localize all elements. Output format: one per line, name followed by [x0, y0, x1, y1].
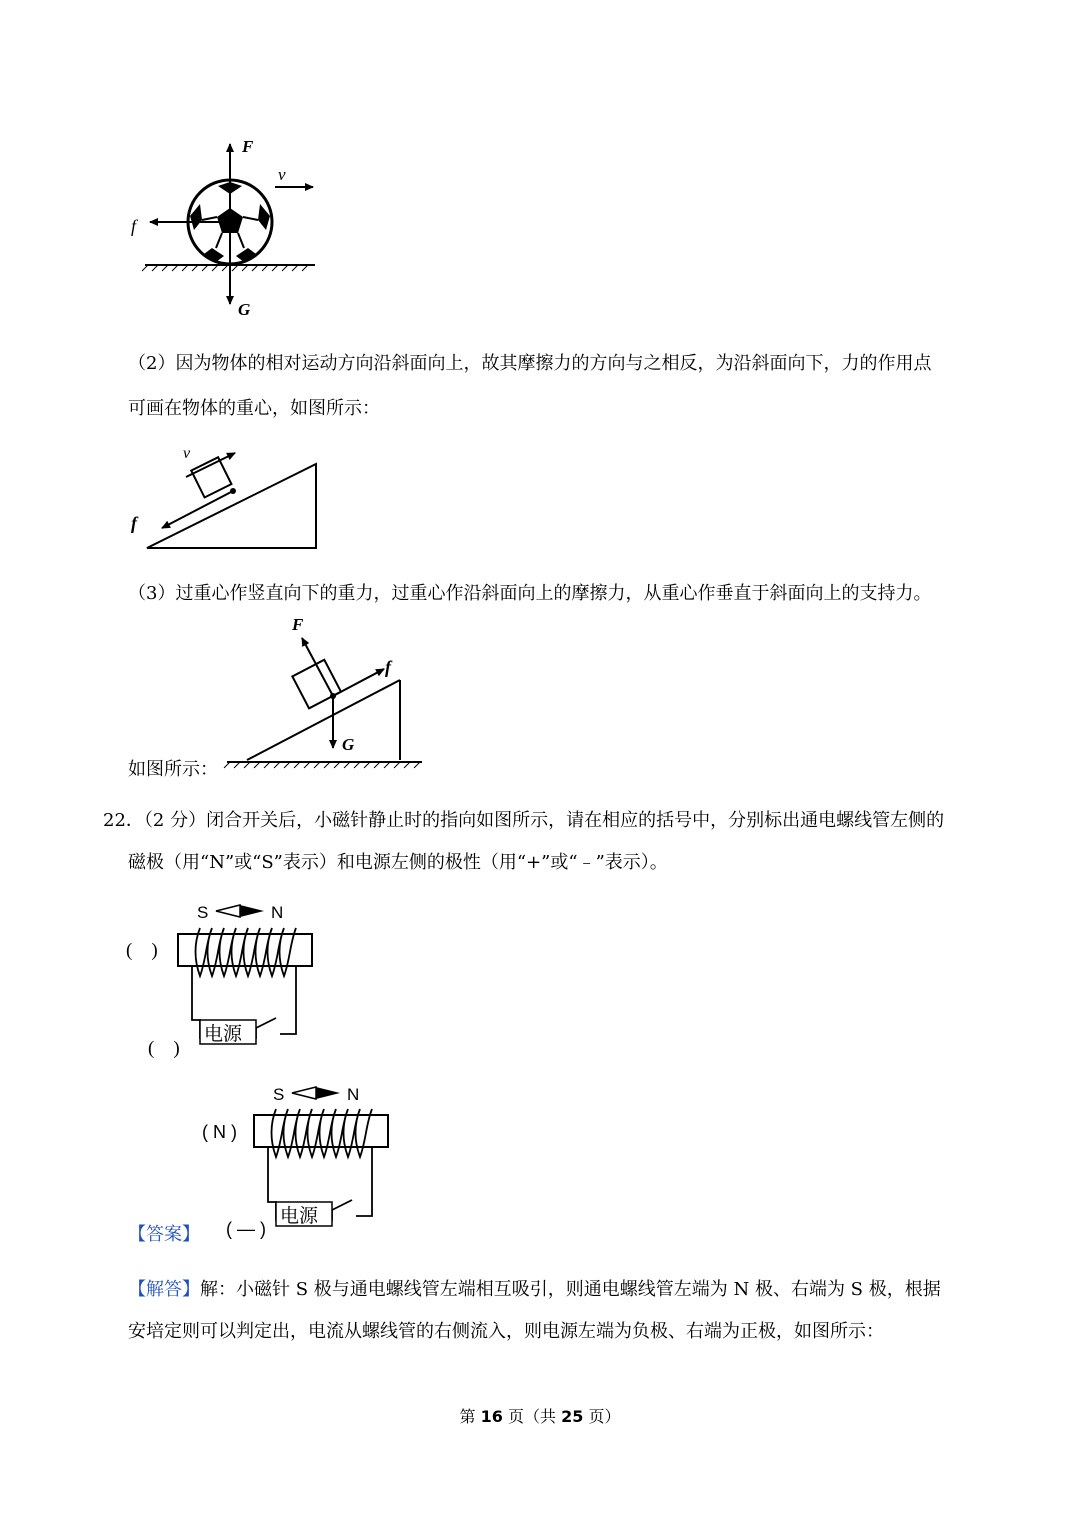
- solenoid-pole-bracket: ( ): [126, 940, 158, 961]
- label-F: F: [292, 615, 304, 634]
- page-number: 16: [480, 1407, 503, 1426]
- figure-caption: 如图所示：: [128, 759, 218, 780]
- solution-label: 【解答】: [128, 1279, 200, 1300]
- solution-text-1: 解：小磁针 S 极与通电螺线管左端相互吸引，则通电螺线管左端为 N 极、右端为 S 极，根据: [200, 1279, 941, 1300]
- answer-label: 【答案】: [128, 1224, 200, 1245]
- solution-line1: [128, 1278, 941, 1302]
- page-footer: 第 16 页（共 25 页）: [459, 1407, 621, 1426]
- needle-n: N: [271, 903, 284, 922]
- label-F: F: [242, 137, 254, 156]
- page-total: 25: [561, 1407, 584, 1426]
- label-v: v: [278, 165, 286, 184]
- needle-s: S: [197, 903, 209, 922]
- label-G: G: [238, 300, 251, 319]
- solenoid-circuit-question: [120, 898, 330, 1063]
- label-G: G: [342, 735, 355, 754]
- part3-line1: （3）过重心作竖直向下的重力，过重心作沿斜面向上的摩擦力，从重心作垂直于斜面向上的支持力。: [128, 583, 932, 604]
- q22-line1: 22．（2 分）闭合开关后，小磁针静止时的指向如图所示，请在相应的括号中，分别标出通电螺线管左侧的: [103, 810, 945, 831]
- incline-three-forces-diagram: [222, 610, 432, 775]
- solenoid-pole-answer: ( N ): [202, 1122, 237, 1142]
- needle-s: S: [273, 1085, 285, 1104]
- q22-line2: 磁极（用“N”或“S”表示）和电源左侧的极性（用“+”或“﹣”表示）。: [128, 852, 668, 873]
- label-f: f: [131, 513, 137, 533]
- part2-line1: （2）因为物体的相对运动方向沿斜面向上，故其摩擦力的方向与之相反，为沿斜面向下，力的作用点: [128, 353, 932, 374]
- incline-friction-diagram: [120, 440, 330, 555]
- ball-force-diagram: [120, 130, 340, 330]
- source-polarity-answer: ( — ): [226, 1219, 266, 1239]
- label-f: f: [385, 657, 391, 677]
- source-polarity-bracket: ( ): [148, 1038, 180, 1059]
- needle-n: N: [347, 1085, 360, 1104]
- label-v: v: [183, 445, 191, 462]
- part2-line2: 可画在物体的重心，如图所示：: [128, 398, 380, 419]
- power-source-label: 电源: [204, 1024, 243, 1045]
- solution-line2: 安培定则可以判定出，电流从螺线管的右侧流入，则电源左端为负极、右端为正极，如图所示：: [128, 1321, 884, 1342]
- label-f: f: [131, 216, 137, 236]
- solenoid-circuit-answer: [196, 1078, 406, 1246]
- power-source-label: 电源: [280, 1206, 319, 1227]
